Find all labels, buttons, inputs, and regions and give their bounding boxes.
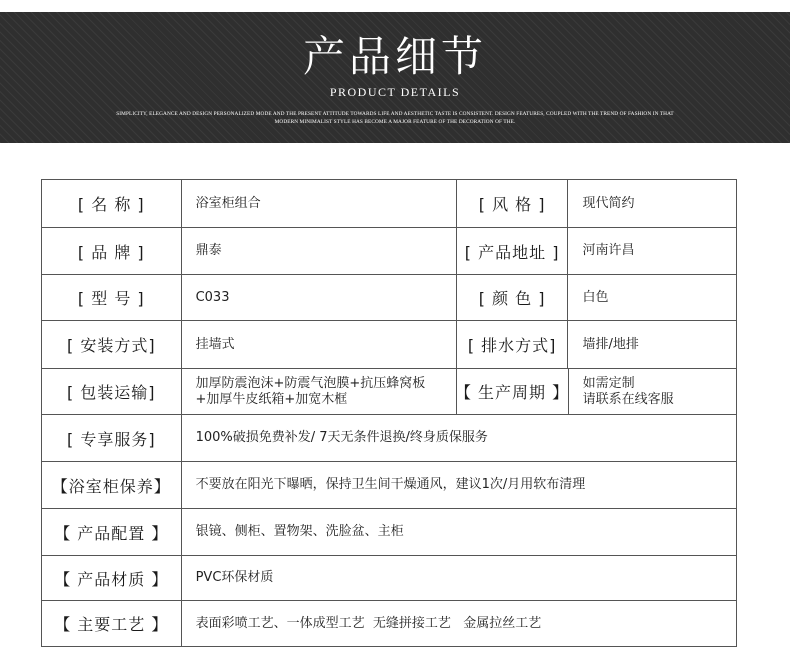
spec-row-install: [42, 320, 736, 368]
spec-value-drainage: 墙排/地排: [582, 336, 639, 352]
page-title: 产品细节: [302, 32, 487, 81]
spec-row-care: [42, 461, 736, 508]
spec-value-care: 不要放在阳光下曝晒，保持卫生间干燥通风，建议1次/月用软布清理: [195, 477, 586, 492]
spec-value-service: 100%破损免费补发/ 7天无条件退换/终身质保服务: [195, 430, 488, 445]
spec-value-lead-time: [569, 369, 736, 414]
spec-row-name: [42, 180, 736, 227]
spec-value-material: PVC环保材质: [195, 570, 274, 585]
spec-label-install: [ 安装方式]: [42, 321, 182, 368]
spec-row-config: [42, 508, 736, 555]
spec-value-color: 白色: [582, 289, 609, 305]
packaging-line-1: 加厚防震泡沫+防震气泡膜+抗压蜂窝板: [195, 375, 426, 391]
spec-value-packaging: [182, 369, 457, 414]
spec-value-brand: 鼎泰: [182, 228, 457, 274]
lead-time-line-1: 如需定制: [582, 375, 635, 391]
spec-row-material: [42, 555, 736, 600]
spec-value-style: 现代简约: [582, 195, 635, 211]
spec-value-name: 浴室柜组合: [182, 180, 457, 227]
spec-label-config: 【 产品配置 】: [42, 509, 182, 555]
spec-value-model: C033: [182, 275, 457, 320]
spec-row-brand: [42, 227, 736, 274]
lead-time-line-2: 请联系在线客服: [582, 391, 674, 407]
spec-value-install: 挂墙式: [182, 321, 457, 368]
spec-row-packaging: [42, 368, 736, 414]
banner-description: SIMPLICITY, ELEGANCE AND DESIGN PERSONALIZED MODE AND THE PRESENT ATTITUDE TOWARDS LIFE AND AESTHETIC TASTE IS CONSISTENT. DESIGN FEATURES, COUPLED WITH THE TREND OF FASHION IN THAT MODERN MINIMALIST STYLE HAS BECOME A MAJOR FEATURE OF THE DECORATION OF THE.: [116, 111, 674, 125]
spec-label-brand: [ 品 牌 ]: [42, 228, 182, 274]
spec-value-craft: 表面彩喷工艺、一体成型工艺 无缝拼接工艺 金属拉丝工艺: [195, 615, 542, 631]
spec-row-model: [42, 274, 736, 320]
packaging-line-2: +加厚牛皮纸箱+加宽木框: [195, 391, 348, 407]
spec-label-lead-time: 【 生产周期 】: [457, 369, 569, 414]
spec-row-craft: [42, 600, 736, 646]
spec-label-style: [ 风 格 ]: [457, 180, 569, 227]
spec-label-material: 【 产品材质 】: [42, 556, 182, 600]
header-banner: [0, 12, 790, 143]
spec-row-service: [42, 414, 736, 461]
spec-label-packaging: [ 包装运输]: [42, 369, 182, 414]
spec-label-name: [ 名 称 ]: [42, 180, 182, 227]
spec-table: [41, 179, 737, 647]
spec-label-craft: 【 主要工艺 】: [42, 601, 182, 646]
spec-value-origin: 河南许昌: [582, 243, 635, 258]
spec-label-origin: [ 产品地址 ]: [457, 228, 569, 274]
spec-label-service: [ 专享服务]: [42, 415, 182, 461]
spec-label-color: [ 颜 色 ]: [457, 275, 569, 320]
spec-label-care: 【浴室柜保养】: [42, 462, 182, 508]
spec-label-model: [ 型 号 ]: [42, 275, 182, 320]
spec-label-drainage: [ 排水方式]: [457, 321, 569, 368]
page-subtitle: PRODUCT DETAILS: [329, 85, 461, 99]
spec-value-config: 银镜、侧柜、置物架、洗脸盆、主柜: [195, 524, 404, 539]
